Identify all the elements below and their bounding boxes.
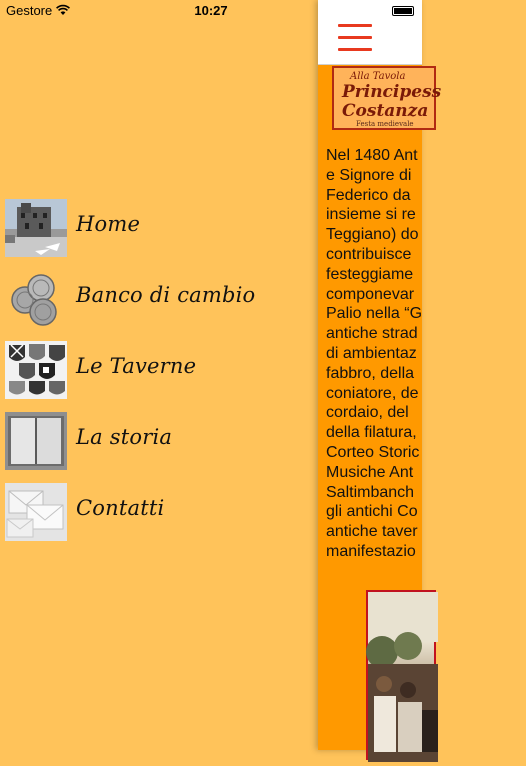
story-line: Musiche Ant <box>326 463 414 481</box>
story-line: Palio nella “G <box>326 305 423 323</box>
story-line: Nel 1480 Ant <box>326 147 418 164</box>
story-line: Teggiano) do <box>326 226 419 244</box>
story-line: cordaio, del <box>326 404 409 422</box>
clock: 10:27 <box>194 3 228 18</box>
menu-label-banco-di-cambio: Banco di cambio <box>76 283 256 307</box>
menu-item-la-storia[interactable] <box>0 408 318 474</box>
menu-item-contatti[interactable] <box>0 479 318 545</box>
navigation-bar <box>318 0 422 65</box>
coat-of-arms-icon <box>5 341 67 399</box>
story-line: Corteo Storic <box>326 443 420 461</box>
story-text <box>326 146 526 562</box>
festival-photo <box>366 590 436 760</box>
coins-icon <box>5 270 67 328</box>
menu-item-le-taverne[interactable] <box>0 337 318 403</box>
story-line: componevar <box>326 285 415 303</box>
story-line: manifestazio <box>326 542 416 560</box>
story-line: di ambientaz <box>326 344 417 362</box>
menu-label-la-storia: La storia <box>76 425 173 449</box>
story-line: coniatore, de <box>326 384 419 402</box>
story-line: Saltimbanch <box>326 483 415 501</box>
story-line: antiche strad <box>326 325 418 343</box>
story-line: gli antichi Co <box>326 503 418 521</box>
logo-line-3: Costanza <box>342 101 429 121</box>
menu-item-home[interactable] <box>0 195 318 261</box>
menu-label-le-taverne: Le Taverne <box>76 354 197 378</box>
story-line: e Signore di <box>326 166 412 184</box>
story-line: antiche taver <box>326 523 418 541</box>
carrier-name: Gestore <box>6 3 53 18</box>
logo-line-1: Alla Tavola <box>350 71 406 82</box>
menu-label-contatti: Contatti <box>76 496 165 520</box>
story-line: della filatura, <box>326 424 417 442</box>
story-line: festeggiame <box>326 265 414 283</box>
menu-label-home: Home <box>76 212 141 236</box>
festival-logo <box>332 66 442 130</box>
story-line: contribuisce <box>326 245 412 263</box>
story-line: Federico da <box>326 186 411 204</box>
logo-line-4: Festa medievale <box>356 120 414 128</box>
story-line: insieme si re <box>326 206 416 224</box>
battery-icon <box>392 6 414 16</box>
menu-toggle-button[interactable] <box>338 24 372 52</box>
story-line: fabbro, della <box>326 364 415 382</box>
book-icon <box>5 412 67 470</box>
menu-item-banco-di-cambio[interactable] <box>0 266 318 332</box>
content-panel <box>318 0 442 750</box>
logo-line-2: Principess <box>342 82 442 102</box>
castle-icon <box>5 199 67 257</box>
envelopes-icon <box>5 483 67 541</box>
